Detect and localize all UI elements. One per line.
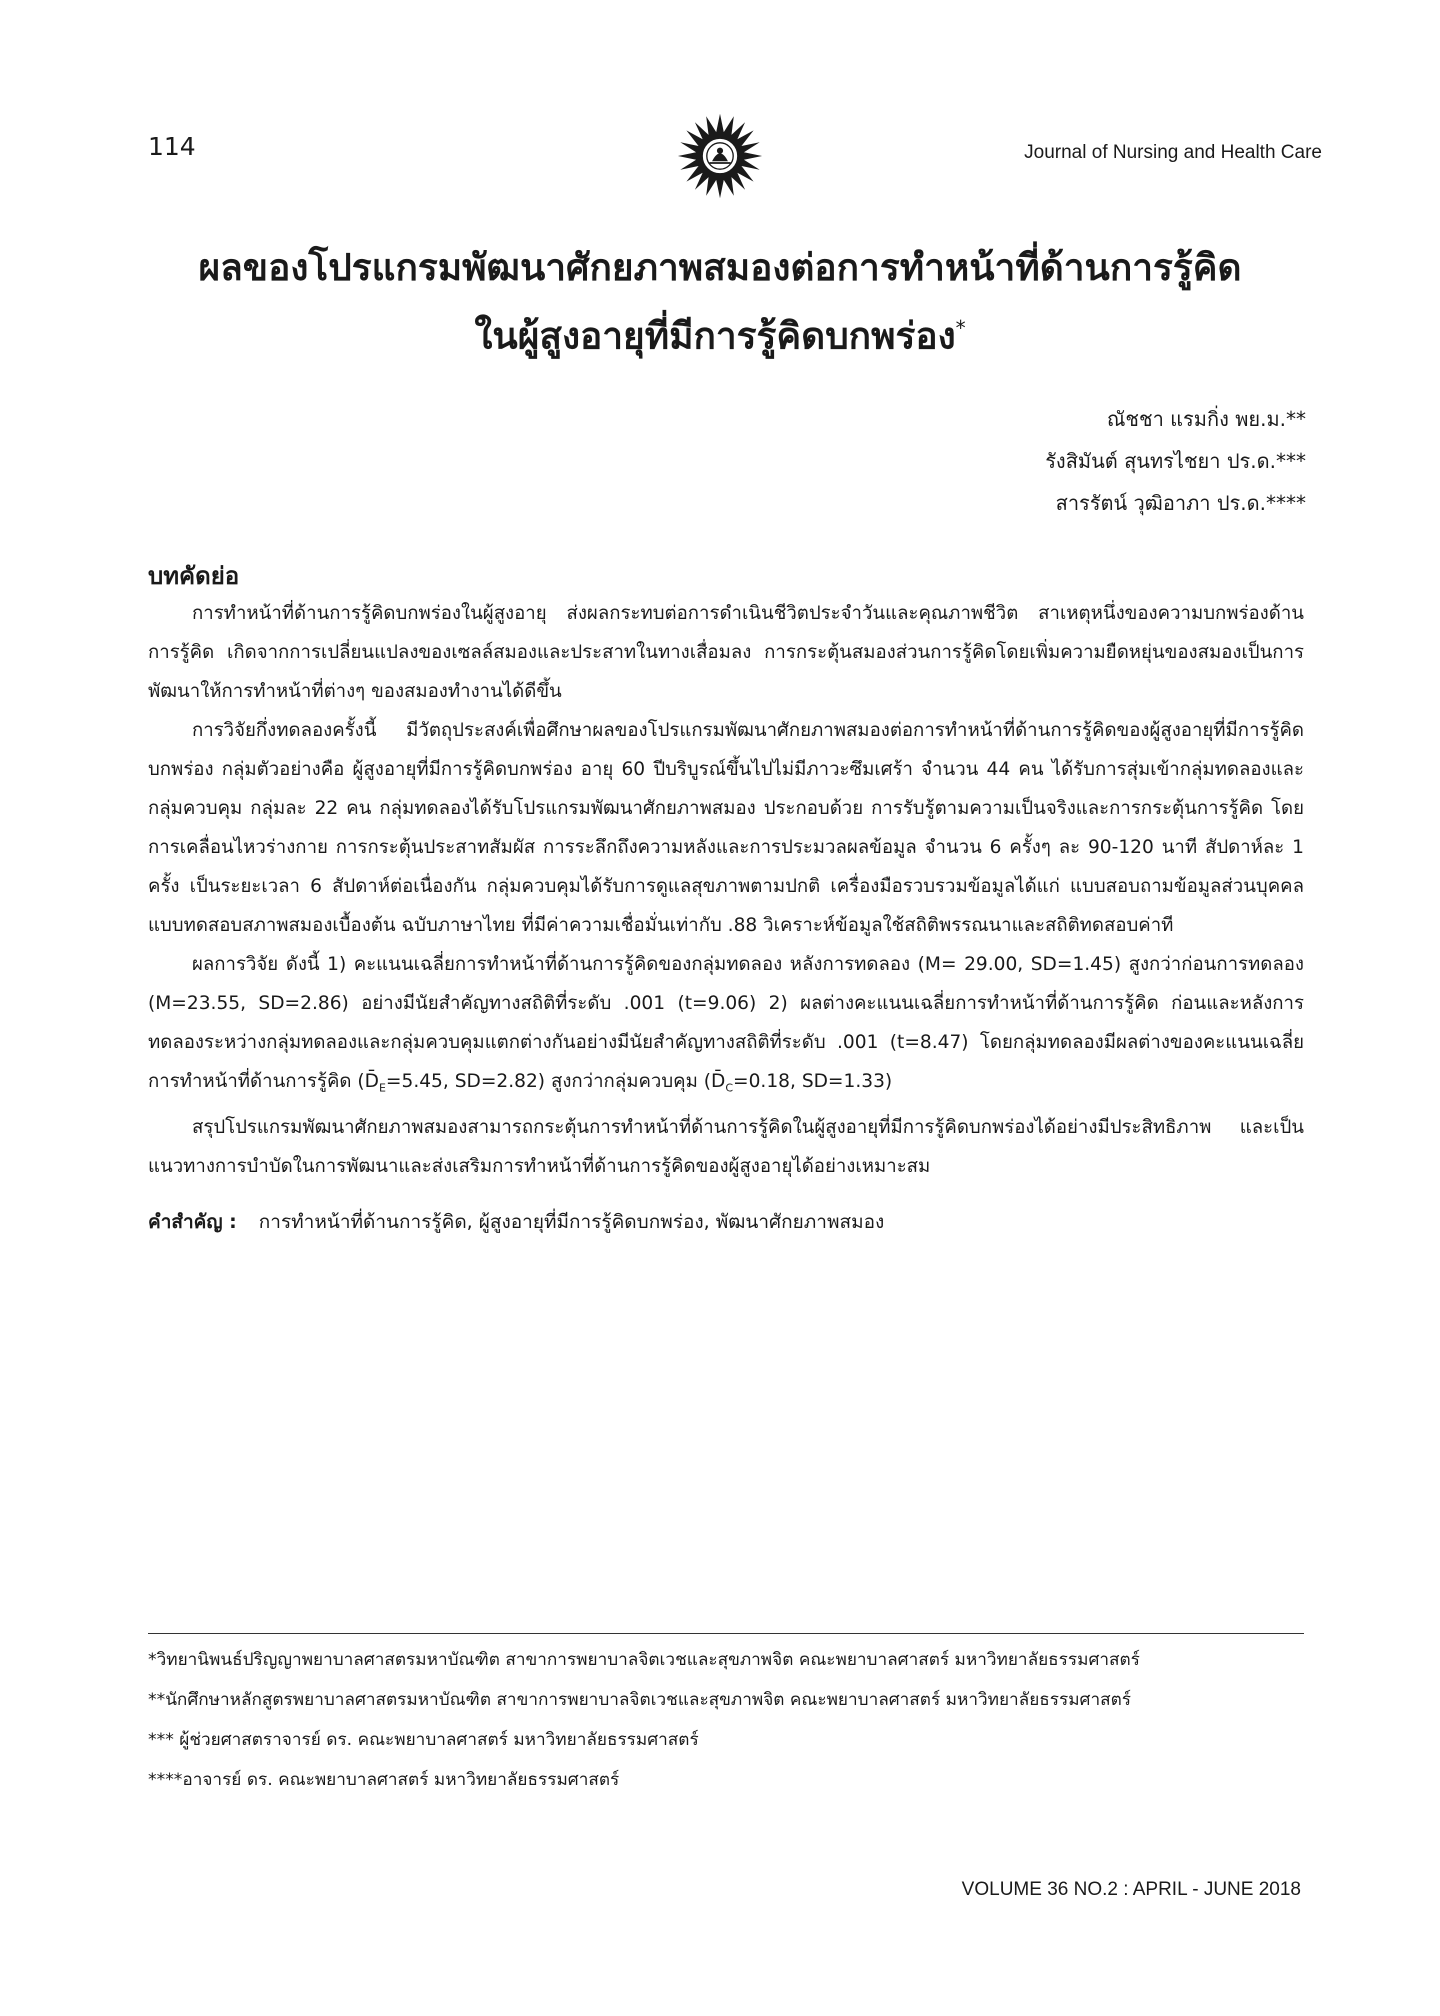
subscript-e: E: [378, 1081, 386, 1095]
abstract-paragraph-conclusion: สรุปโปรแกรมพัฒนาศักยภาพสมองสามารถกระตุ้นการทำหน้าที่ด้านการรู้คิดในผู้สูงอายุที่มีการรู้คิดบกพร่องได้อย่างมีประสิทธิภาพ และเป็นแนวทางการบำบัดในการพัฒนาและส่งเสริมการทำหน้าที่ด้านการรู้คิดของผู้สูงอายุได้อย่างเหมาะสม: [148, 1116, 1304, 1177]
footnote-3: *** ผู้ช่วยศาสตราจารย์ ดร. คณะพยาบาลศาสตร์ มหาวิทยาลัยธรรมศาสตร์: [148, 1730, 699, 1750]
results-text-end: =0.18, SD=1.33): [733, 1071, 893, 1092]
footnote-4: ****อาจารย์ ดร. คณะพยาบาลศาสตร์ มหาวิทยาลัยธรรมศาสตร์: [148, 1770, 620, 1790]
journal-name: Journal of Nursing and Health Care: [1024, 142, 1322, 163]
title-line-1: ผลของโปรแกรมพัฒนาศักยภาพสมองต่อการทำหน้าที่ด้านการรู้คิด: [198, 246, 1242, 289]
abstract-paragraph-results: [148, 945, 1304, 1108]
abstract: [148, 558, 1304, 1242]
journal-star-emblem-icon: [676, 112, 764, 200]
d-bar-symbol-e: D̄: [364, 1071, 379, 1092]
d-bar-symbol-c: D̄: [711, 1071, 726, 1092]
footnotes: [148, 1633, 1304, 1800]
results-text-start: ผลการวิจัย ดังนี้ 1) คะแนนเฉลี่ยการทำหน้าที่ด้านการรู้คิดของกลุ่มทดลอง หลังการทดลอง (M= 29.00, SD=1.45) สูงกว่าก่อนการทดลอง (M=23.55, SD=2.86) อย่างมีนัยสำคัญทางสถิติที่ระดับ .001 (t=9.06) 2) ผลต่างคะแนนเฉลี่ยการทำหน้าที่ด้านการรู้คิด ก่อนและหลังการทดลองระหว่างกลุ่มทดลองและกลุ่มควบคุมแตกต่างกันอย่างมีนัยสำคัญทางสถิติที่ระดับ .001 (t=8.47) โดยกลุ่มทดลองมีผลต่างของคะแนนเฉลี่ยการทำหน้าที่ด้านการรู้คิด (: [148, 954, 1304, 1092]
footnote-2: **นักศึกษาหลักสูตรพยาบาลศาสตรมหาบัณฑิต สาขาการพยาบาลจิตเวชและสุขภาพจิต คณะพยาบาลศาสตร์ มหาวิทยาลัยธรรมศาสตร์: [148, 1690, 1132, 1710]
author-2: รังสิมันต์ สุนทรไชยา ปร.ด.***: [1045, 449, 1306, 473]
page-number: 114: [148, 132, 196, 161]
title-line-2-text: ในผู้สูงอายุที่มีการรู้คิดบกพร่อง: [474, 314, 956, 358]
title-footnote-marker: *: [955, 316, 966, 340]
article-title: [120, 238, 1320, 366]
subscript-c: C: [725, 1081, 734, 1095]
abstract-paragraph-background: การทำหน้าที่ด้านการรู้คิดบกพร่องในผู้สูงอายุ ส่งผลกระทบต่อการดำเนินชีวิตประจำวันและคุณภาพชีวิต สาเหตุหนึ่งของความบกพร่องด้านการรู้คิด เกิดจากการเปลี่ยนแปลงของเซลล์สมองและประสาทในทางเสื่อมลง การกระตุ้นสมองส่วนการรู้คิดโดยเพิ่มความยืดหยุ่นของสมองเป็นการพัฒนาให้การทำหน้าที่ต่างๆ ของสมองทำงานได้ดีขึ้น: [148, 603, 1304, 702]
author-3: สารรัตน์ วุฒิอาภา ปร.ด.****: [1055, 491, 1306, 515]
abstract-paragraph-methods: การวิจัยกึ่งทดลองครั้งนี้ มีวัตถุประสงค์เพื่อศึกษาผลของโปรแกรมพัฒนาศักยภาพสมองต่อการทำหน้าที่ด้านการรู้คิดของผู้สูงอายุที่มีการรู้คิดบกพร่อง กลุ่มตัวอย่างคือ ผู้สูงอายุที่มีการรู้คิดบกพร่อง อายุ 60 ปีบริบูรณ์ขึ้นไปไม่มีภาวะซึมเศร้า จำนวน 44 คน ได้รับการสุ่มเข้ากลุ่มทดลองและกลุ่มควบคุม กลุ่มละ 22 คน กลุ่มทดลองได้รับโปรแกรมพัฒนาศักยภาพสมอง ประกอบด้วย การรับรู้ตามความเป็นจริงและการกระตุ้นการรู้คิด โดย การเคลื่อนไหวร่างกาย การกระตุ้นประสาทสัมผัส การระลึกถึงความหลังและการประมวลผลข้อมูล จำนวน 6 ครั้งๆ ละ 90-120 นาที สัปดาห์ละ 1 ครั้ง เป็นระยะเวลา 6 สัปดาห์ต่อเนื่องกัน กลุ่มควบคุมได้รับการดูแลสุขภาพตามปกติ เครื่องมือรวบรวมข้อมูลได้แก่ แบบสอบถามข้อมูลส่วนบุคคล แบบทดสอบสภาพสมองเบื้องต้น ฉบับภาษาไทย ที่มีค่าความเชื่อมั่นเท่ากับ .88 วิเคราะห์ข้อมูลใช้สถิติพรรณนาและสถิติทดสอบค่าที: [148, 720, 1304, 936]
author-1: ณัชชา แรมกิ่ง พย.ม.**: [1106, 407, 1306, 431]
results-text-middle: =5.45, SD=2.82) สูงกว่ากลุ่มควบคุม (: [385, 1071, 711, 1092]
author-list: [1045, 398, 1306, 524]
volume-info: VOLUME 36 NO.2 : APRIL - JUNE 2018: [961, 1879, 1301, 1900]
footnote-1: *วิทยานิพนธ์ปริญญาพยาบาลศาสตรมหาบัณฑิต สาขาการพยาบาลจิตเวชและสุขภาพจิต คณะพยาบาลศาสตร์ มหาวิทยาลัยธรรมศาสตร์: [148, 1650, 1140, 1670]
keywords: [148, 1202, 1304, 1242]
title-line-2: [120, 298, 1320, 366]
abstract-heading: บทคัดย่อ: [148, 562, 240, 590]
keywords-text: การทำหน้าที่ด้านการรู้คิด, ผู้สูงอายุที่มีการรู้คิดบกพร่อง, พัฒนาศักยภาพสมอง: [258, 1210, 885, 1233]
keywords-label: คำสำคัญ :: [148, 1210, 237, 1233]
